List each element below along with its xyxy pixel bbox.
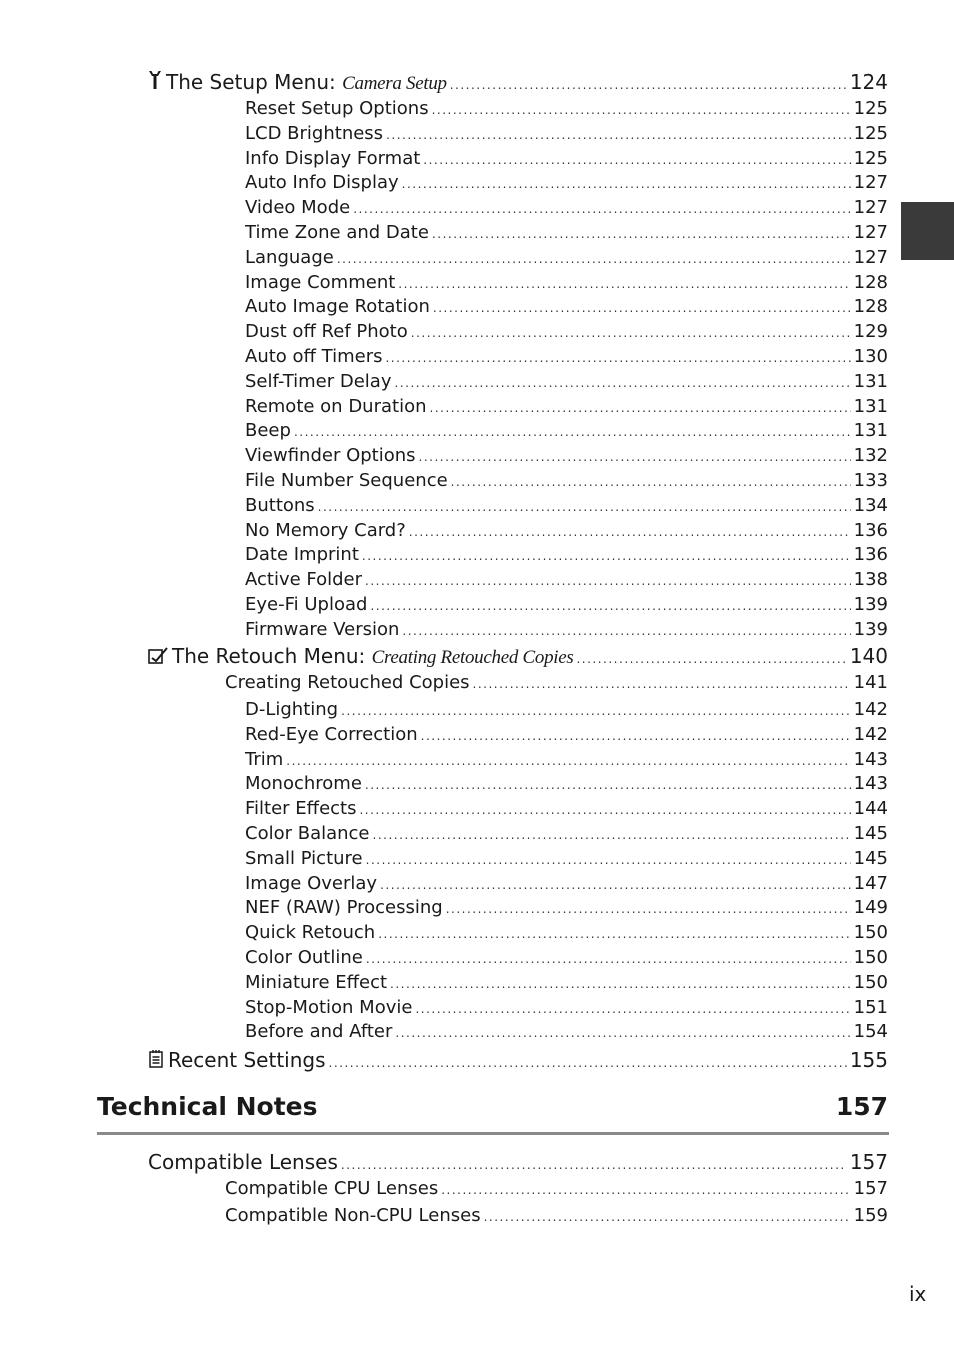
page-number: 144 (853, 798, 888, 820)
toc-entry-label: Before and After (245, 1021, 393, 1043)
toc-entry[interactable] (245, 823, 888, 847)
toc-entry[interactable] (245, 798, 888, 822)
dot-leader (373, 828, 851, 842)
dot-leader (451, 475, 851, 489)
toc-entry-label: Monochrome (245, 773, 362, 795)
toc-entry-label: Self-Timer Delay (245, 370, 392, 392)
toc-entry-label: Language (245, 246, 334, 268)
dot-leader (419, 450, 851, 464)
toc-entry-label: Image Comment (245, 271, 396, 293)
page-number: 128 (853, 271, 888, 293)
toc-entry-label: Remote on Duration (245, 395, 427, 417)
toc-entry-compatible-non-cpu-lenses[interactable] (225, 1205, 888, 1229)
toc-entry-label: Viewfinder Options (245, 445, 416, 467)
toc-entry-label: Buttons (245, 494, 315, 516)
toc-entry-label: Time Zone and Date (245, 222, 429, 243)
toc-entry-label: Image Overlay (245, 872, 378, 894)
toc-entry[interactable] (245, 470, 888, 494)
dot-leader (409, 525, 851, 539)
recent-settings-icon (148, 1049, 164, 1073)
page-number: 157 (853, 1178, 888, 1199)
toc-entry[interactable] (245, 569, 888, 593)
toc-entry[interactable] (245, 972, 888, 996)
toc-entry-label: Firmware Version (245, 618, 400, 640)
toc-entry[interactable] (245, 544, 888, 568)
toc-entry-label: Compatible Non-CPU Lenses (225, 1205, 481, 1226)
toc-entry-label: Red-Eye Correction (245, 723, 418, 745)
toc-entry[interactable] (245, 445, 888, 469)
dot-leader (362, 549, 851, 563)
dot-leader (370, 599, 850, 613)
dot-leader (402, 624, 850, 638)
page-number: 129 (853, 321, 888, 343)
dot-leader (415, 1002, 850, 1016)
toc-entry[interactable] (245, 346, 888, 370)
dot-leader (432, 227, 851, 241)
page-number: 124 (849, 70, 888, 94)
toc-entry[interactable] (245, 997, 888, 1021)
toc-entry[interactable] (245, 420, 888, 444)
section-heading-page: 157 (835, 1092, 888, 1121)
toc-entry-label: Reset Setup Options (245, 98, 429, 119)
dot-leader (433, 301, 851, 315)
page-number: 150 (853, 947, 888, 968)
toc-entry-label: Compatible Lenses (148, 1150, 338, 1174)
page-number: 127 (853, 172, 888, 194)
dot-leader (446, 902, 851, 916)
toc-entry-compatible-cpu-lenses[interactable] (225, 1178, 888, 1202)
toc-entry-compatible-lenses[interactable] (148, 1150, 888, 1176)
dot-leader (385, 351, 850, 365)
page-number: 127 (853, 246, 888, 268)
toc-entry-label: Beep (245, 420, 291, 442)
page-number: 130 (853, 346, 888, 367)
dot-leader (441, 1183, 850, 1197)
dot-leader (484, 1210, 851, 1224)
page-number: 151 (853, 996, 888, 1018)
toc-entry[interactable] (245, 873, 888, 897)
page-number: 155 (849, 1048, 888, 1072)
retouch-menu-subtitle: Creating Retouched Copies (371, 647, 574, 668)
heading-divider (97, 1132, 889, 1135)
dot-leader (341, 1158, 847, 1172)
toc-entry-label: Auto Image Rotation (245, 296, 430, 318)
page-number: 145 (853, 823, 888, 844)
retouch-brush-icon (148, 645, 168, 669)
page-number: 142 (853, 699, 888, 720)
toc-entry[interactable] (245, 724, 888, 748)
toc-entry[interactable] (245, 197, 888, 221)
page-number: 131 (853, 395, 888, 417)
toc-entry-label: Color Balance (245, 823, 370, 844)
page-number: 149 (853, 897, 888, 919)
dot-leader (366, 853, 851, 867)
dot-leader (337, 252, 851, 266)
page-number: 127 (853, 222, 888, 243)
page-number: 131 (853, 420, 888, 442)
page-number: 143 (853, 773, 888, 795)
page-number: 139 (853, 618, 888, 640)
page-folio: ix (909, 1282, 927, 1306)
page-number: 125 (853, 122, 888, 144)
page-number: 132 (853, 445, 888, 467)
toc-entry[interactable] (245, 594, 888, 618)
page-number: 134 (853, 494, 888, 516)
dot-leader (432, 103, 851, 117)
page-number: 143 (853, 748, 888, 770)
setup-menu-title: The Setup Menu: (166, 70, 343, 94)
dot-leader (365, 574, 851, 588)
dot-leader (395, 1026, 850, 1040)
toc-entry-creating-retouched-copies[interactable] (225, 672, 888, 696)
toc-entry-label: Dust off Ref Photo (245, 321, 408, 343)
dot-leader (576, 652, 846, 666)
setup-menu-subtitle: Camera Setup (342, 73, 447, 94)
dot-leader (366, 952, 851, 966)
toc-entry-label: Miniature Effect (245, 971, 388, 993)
toc-entry[interactable] (245, 172, 888, 196)
toc-entry[interactable] (245, 1021, 888, 1045)
page-number: 154 (853, 1021, 888, 1043)
dot-leader (380, 878, 851, 892)
toc-entry[interactable] (245, 897, 888, 921)
dot-leader (395, 376, 851, 390)
page-number: 142 (853, 723, 888, 745)
dot-leader (402, 177, 851, 191)
toc-entry-label: Creating Retouched Copies (225, 672, 470, 693)
page-number: 125 (853, 98, 888, 119)
toc-entry-label: Small Picture (245, 847, 363, 869)
page-number: 150 (853, 922, 888, 944)
toc-entry[interactable] (245, 272, 888, 296)
toc-entry[interactable] (245, 247, 888, 271)
toc-entry[interactable] (245, 495, 888, 519)
toc-entry-label: Auto off Timers (245, 346, 383, 367)
toc-entry[interactable] (245, 848, 888, 872)
dot-leader (353, 202, 850, 216)
wrench-icon (148, 70, 162, 95)
toc-entry-setup-menu[interactable] (148, 70, 888, 96)
dot-leader (365, 778, 851, 792)
dot-leader (378, 927, 850, 941)
dot-leader (390, 977, 851, 991)
dot-leader (359, 803, 850, 817)
toc-entry[interactable] (245, 749, 888, 773)
dot-leader (294, 425, 851, 439)
section-heading-title: Technical Notes (97, 1092, 318, 1121)
toc-entry-label: Stop-Motion Movie (245, 996, 413, 1018)
toc-entry-label: Info Display Format (245, 147, 421, 169)
page-number: 141 (853, 672, 888, 693)
section-heading-technical-notes[interactable] (97, 1092, 888, 1128)
toc-entry-label: Date Imprint (245, 544, 359, 566)
toc-entry-retouch-menu[interactable] (148, 644, 888, 670)
toc-entry-label: NEF (RAW) Processing (245, 897, 443, 919)
dot-leader (430, 401, 851, 415)
page-number: 136 (853, 519, 888, 541)
toc-entry[interactable] (245, 922, 888, 946)
toc-entry[interactable] (245, 520, 888, 544)
toc-entry-label: Video Mode (245, 197, 351, 219)
toc-entry-label: Trim (245, 748, 284, 770)
toc-entry[interactable] (245, 699, 888, 723)
toc-entry[interactable] (245, 773, 888, 797)
toc-entry-label: D-Lighting (245, 699, 339, 720)
page-number: 136 (853, 544, 888, 566)
page-number: 131 (853, 370, 888, 392)
section-tab-marker (901, 202, 954, 260)
page-number: 157 (849, 1150, 888, 1174)
toc-entry-label: Eye-Fi Upload (245, 594, 368, 615)
dot-leader (421, 729, 851, 743)
toc-entry-label: Auto Info Display (245, 172, 399, 194)
toc-entry-label: No Memory Card? (245, 519, 406, 541)
toc-entry[interactable] (245, 947, 888, 971)
toc-entry-label: Quick Retouch (245, 922, 376, 944)
toc-entry-label: Filter Effects (245, 798, 357, 820)
dot-leader (411, 326, 851, 340)
toc-entry[interactable] (245, 371, 888, 395)
page-number: 138 (853, 569, 888, 591)
dot-leader (423, 153, 850, 167)
page-number: 128 (853, 296, 888, 318)
toc-entry[interactable] (245, 98, 888, 122)
page-number: 127 (853, 197, 888, 219)
dot-leader (473, 677, 851, 691)
dot-leader (318, 500, 851, 514)
dot-leader (398, 277, 850, 291)
dot-leader (341, 704, 851, 718)
dot-leader (286, 754, 850, 768)
toc-entry-label: Color Outline (245, 947, 363, 968)
page-number: 125 (853, 147, 888, 169)
toc-entry[interactable] (245, 148, 888, 172)
toc-entry-label: Active Folder (245, 569, 363, 591)
retouch-menu-title: The Retouch Menu: (172, 644, 372, 668)
page-number: 150 (853, 971, 888, 993)
toc-entry[interactable] (245, 222, 888, 246)
toc-entry-label: Compatible CPU Lenses (225, 1178, 439, 1199)
toc-entry[interactable] (245, 396, 888, 420)
toc-entry-recent-settings[interactable] (148, 1048, 888, 1074)
toc-entry-label: LCD Brightness (245, 122, 384, 144)
page-number: 159 (853, 1205, 888, 1226)
page-number: 139 (853, 594, 888, 615)
toc-entry[interactable] (245, 619, 888, 643)
toc-entry[interactable] (245, 123, 888, 147)
toc-entry-label: File Number Sequence (245, 470, 448, 491)
toc-entry[interactable] (245, 321, 888, 345)
page-number: 140 (849, 644, 888, 668)
dot-leader (386, 128, 851, 142)
page-number: 147 (853, 872, 888, 894)
page-number: 133 (853, 470, 888, 491)
page-number: 145 (853, 847, 888, 869)
toc-entry[interactable] (245, 296, 888, 320)
dot-leader (329, 1056, 847, 1070)
dot-leader (450, 78, 847, 92)
recent-settings-title: Recent Settings (168, 1048, 326, 1072)
